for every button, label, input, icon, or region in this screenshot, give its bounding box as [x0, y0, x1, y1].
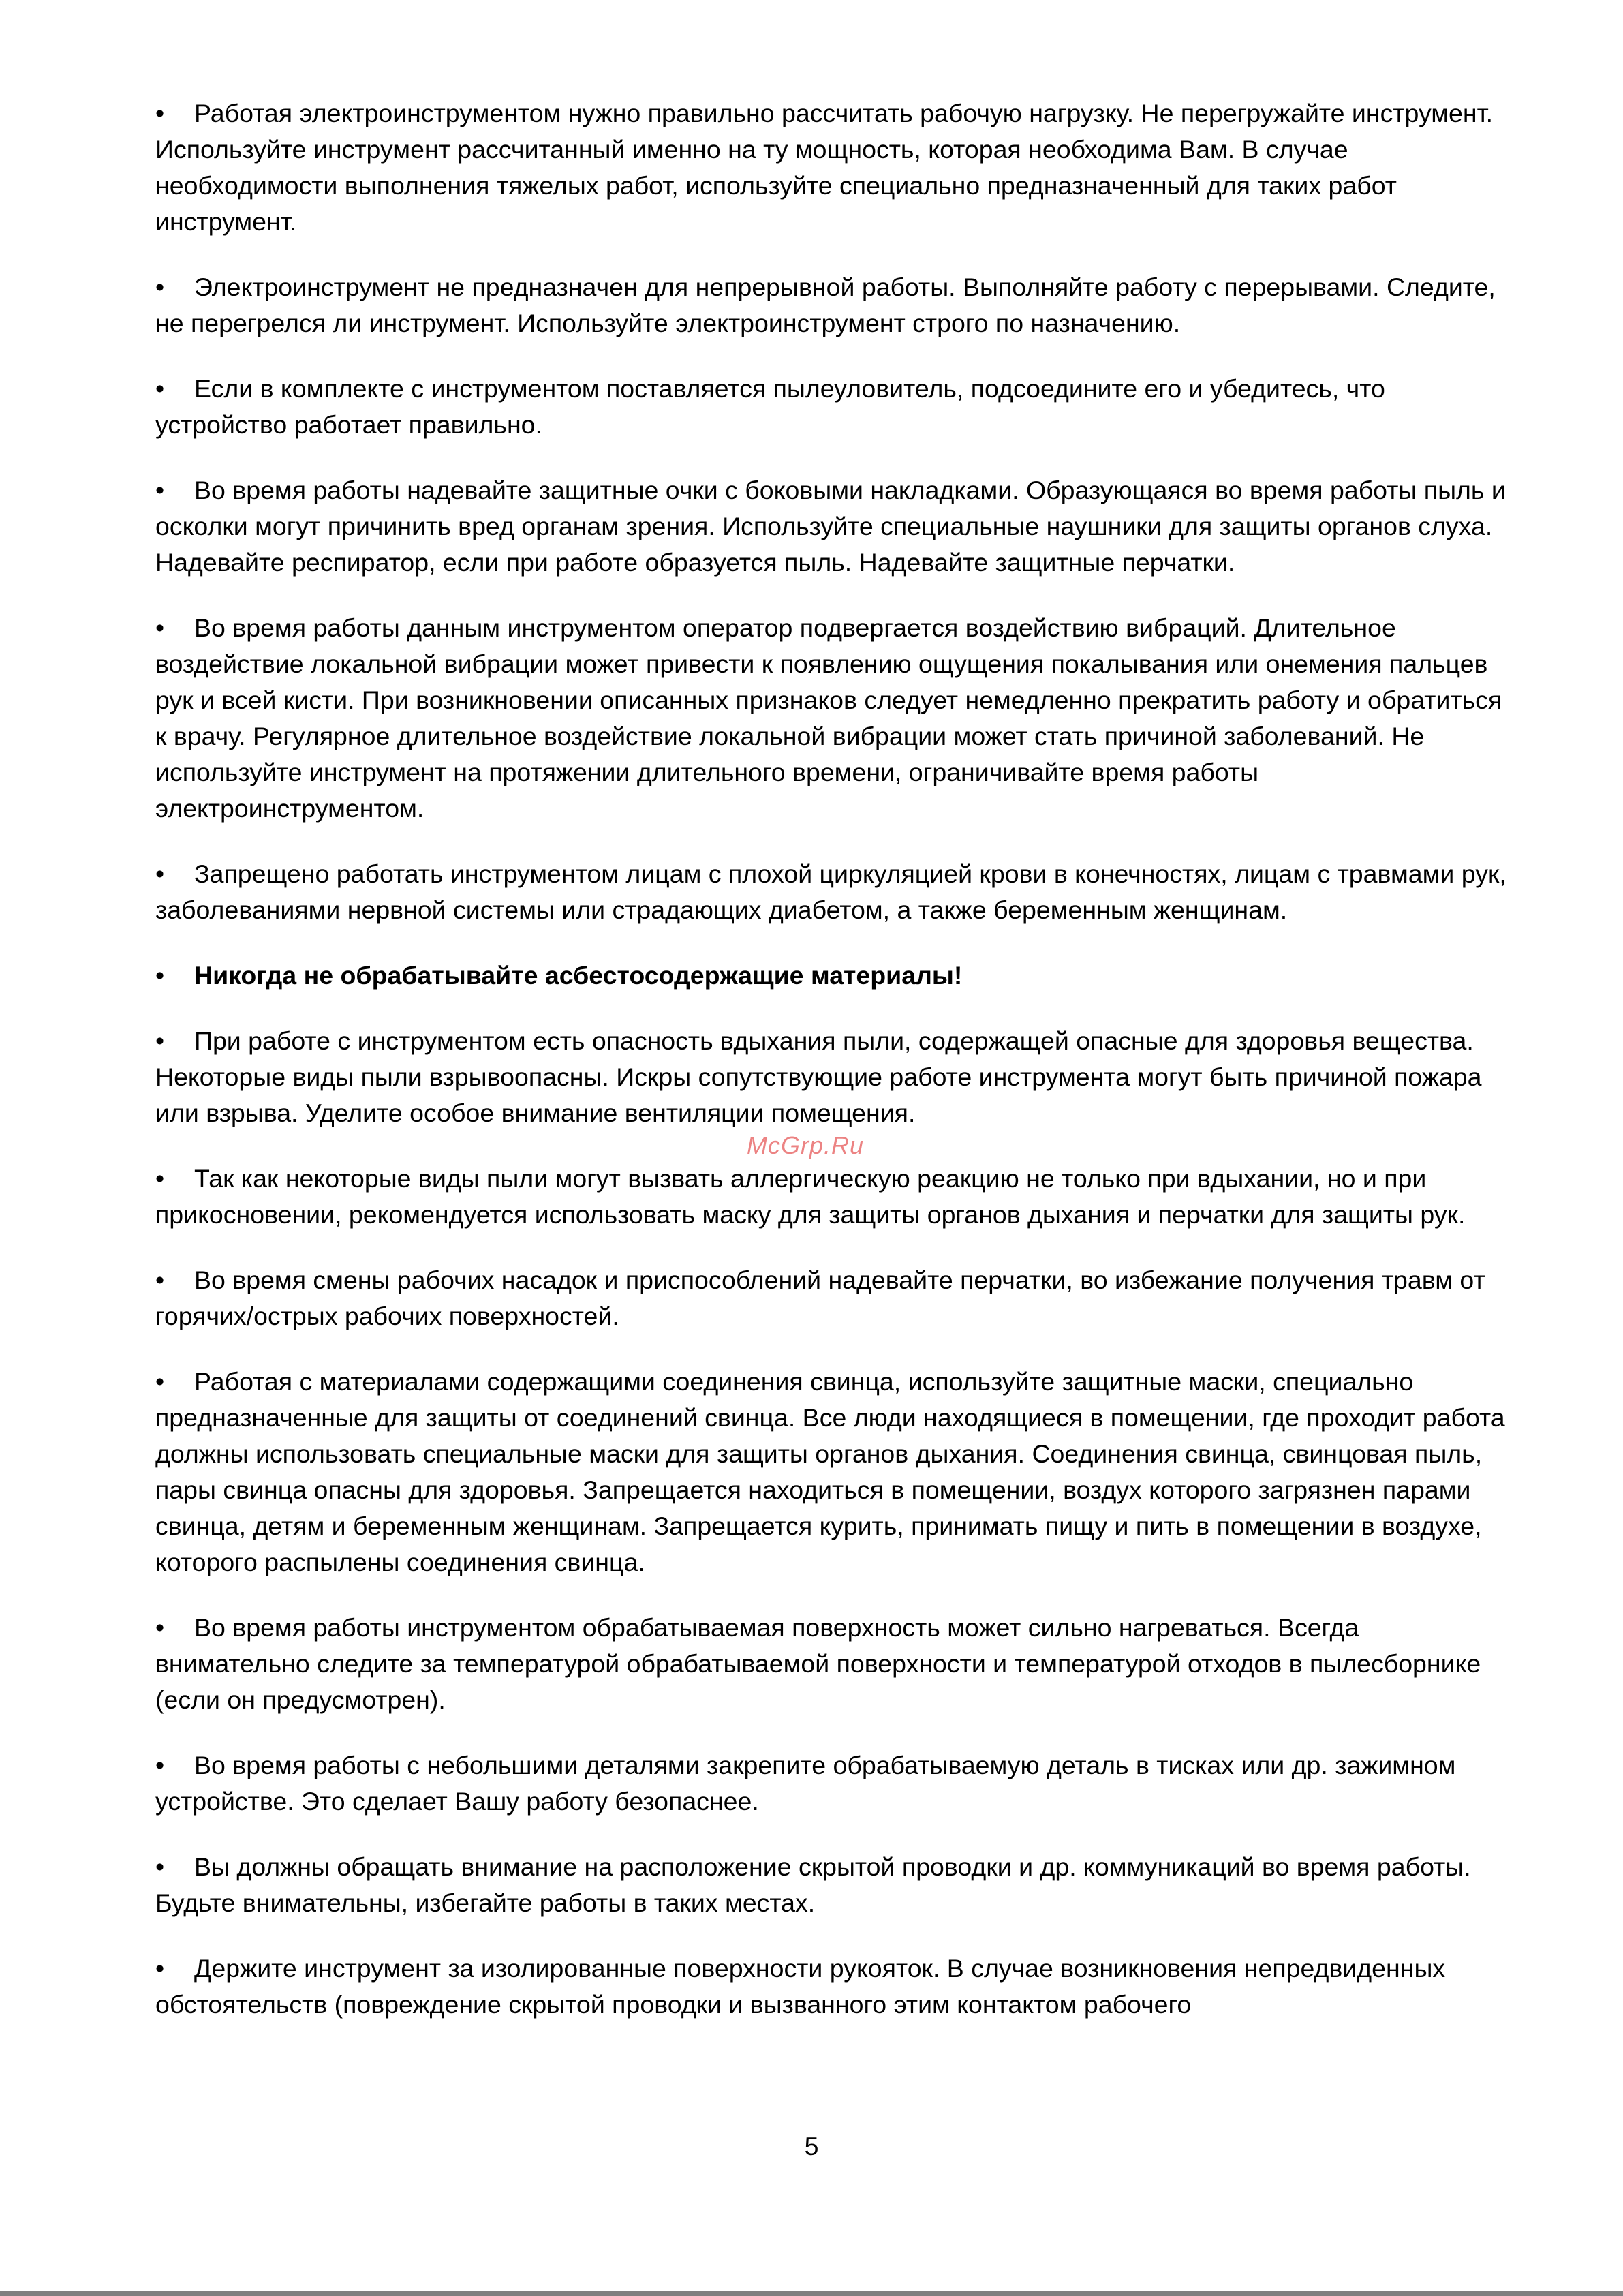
list-item [155, 472, 1518, 581]
bullet-icon: • [155, 1852, 165, 1881]
list-item-text: Во время смены рабочих насадок и приспособлений надевайте перчатки, во избежание получения травм от горячих/острых рабочих поверхностей. [155, 1266, 1485, 1330]
bullet-icon: • [155, 1367, 165, 1396]
watermark-logo: McGrp.Ru [747, 1131, 865, 1159]
list-item [155, 856, 1518, 928]
list-item [155, 371, 1518, 443]
list-item [155, 1023, 1518, 1131]
list-item [155, 1610, 1518, 1718]
list-item [155, 95, 1518, 240]
bullet-icon: • [155, 1164, 165, 1193]
bullet-icon: • [155, 476, 165, 504]
list-item-text: Так как некоторые виды пыли могут вызвать аллергическую реакцию не только при вдыхании, но и при прикосновении, рекомендуется использовать маску для защиты органов дыхания и перчатки для защиты рук. [155, 1164, 1466, 1229]
list-item [155, 269, 1518, 341]
list-item [155, 1364, 1518, 1580]
list-item-text: Держите инструмент за изолированные поверхности рукояток. В случае возникновения непредвиденных обстоятельств (повреждение скрытой проводки и вызванного этим контактом рабочего [155, 1954, 1446, 2019]
bullet-icon: • [155, 99, 165, 127]
safety-instructions-list [155, 95, 1518, 2052]
list-item [155, 610, 1518, 827]
list-item-text: Электроинструмент не предназначен для непрерывной работы. Выполняйте работу с перерывами. Следите, не перегрелся ли инструмент. Используйте электроинструмент строго по назначению. [155, 273, 1496, 337]
bullet-icon: • [155, 1751, 165, 1779]
list-item-text: Во время работы с небольшими деталями закрепите обрабатываемую деталь в тисках или др. зажимном устройстве. Это сделает Вашу работу безопаснее. [155, 1751, 1456, 1816]
bullet-icon: • [155, 1613, 165, 1642]
page-bottom-divider [0, 2291, 1623, 2296]
bullet-icon: • [155, 273, 165, 301]
list-item-text: Запрещено работать инструментом лицам с плохой циркуляцией крови в конечностях, лицам с травмами рук, заболеваниями нервной системы или страдающих диабетом, а также беременным женщинам. [155, 859, 1506, 924]
bullet-icon: • [155, 961, 165, 990]
bullet-icon: • [155, 1954, 165, 1983]
list-item-text: Во время работы данным инструментом оператор подвергается воздействию вибраций. Длительное воздействие локальной вибрации может привести к появлению ощущения покалывания или онемения пальцев рук и всей кисти. При возникновении описанных признаков следует немедленно прекратить работу и обратиться к врачу. Регулярное длительное воздействие локальной вибрации может стать причиной заболеваний. Не используйте инструмент на протяжении длительного времени, ограничивайте время работы электроинструментом. [155, 613, 1502, 823]
list-item [155, 1849, 1518, 1921]
bullet-icon: • [155, 374, 165, 403]
list-item [155, 1262, 1518, 1334]
list-item-warning [155, 958, 1518, 994]
list-item-text: Работая электроинструментом нужно правильно рассчитать рабочую нагрузку. Не перегружайте инструмент. Используйте инструмент рассчитанный именно на ту мощность, которая необходима Вам. В случае необходимости выполнения тяжелых работ, используйте специально предназначенный для таких работ инструмент. [155, 99, 1494, 236]
list-item-text: Во время работы инструментом обрабатываемая поверхность может сильно нагреваться. Всегда внимательно следите за температурой обрабатываемой поверхности и температурой отходов в пылесборнике (если он предусмотрен). [155, 1613, 1481, 1714]
page-number: 5 [804, 2132, 819, 2160]
list-item-text: При работе с инструментом есть опасность вдыхания пыли, содержащей опасные для здоровья вещества. Некоторые виды пыли взрывоопасны. Искры сопутствующие работе инструмента могут быть причиной пожара или взрыва. Уделите особое внимание вентиляции помещения. [155, 1026, 1482, 1127]
list-item [155, 1161, 1518, 1233]
bullet-icon: • [155, 859, 165, 888]
asbestos-warning-text: Никогда не обрабатывайте асбестосодержащие материалы! [194, 961, 963, 990]
list-item-text: Во время работы надевайте защитные очки с боковыми накладками. Образующаяся во время работы пыль и осколки могут причинить вред органам зрения. Используйте специальные наушники для защиты органов слуха. Надевайте респиратор, если при работе образуется пыль. Надевайте защитные перчатки. [155, 476, 1506, 577]
bullet-icon: • [155, 613, 165, 642]
list-item [155, 1950, 1518, 2023]
bullet-icon: • [155, 1026, 165, 1055]
list-item-text: Работая с материалами содержащими соединения свинца, используйте защитные маски, специально предназначенные для защиты от соединений свинца. Все люди находящиеся в помещении, где проходит работа должны использовать специальные маски для защиты органов дыхания. Соединения свинца, свинцовая пыль, пары свинца опасны для здоровья. Запрещается находиться в помещении, воздух которого загрязнен парами свинца, детям и беременным женщинам. Запрещается курить, принимать пищу и пить в помещении в воздухе, которого распылены соединения свинца. [155, 1367, 1505, 1576]
bullet-icon: • [155, 1266, 165, 1294]
list-item [155, 1747, 1518, 1820]
list-item-text: Если в комплекте с инструментом поставляется пылеуловитель, подсоедините его и убедитесь, что устройство работает правильно. [155, 374, 1385, 439]
list-item-text: Вы должны обращать внимание на расположение скрытой проводки и др. коммуникаций во время работы. Будьте внимательны, избегайте работы в таких местах. [155, 1852, 1471, 1917]
